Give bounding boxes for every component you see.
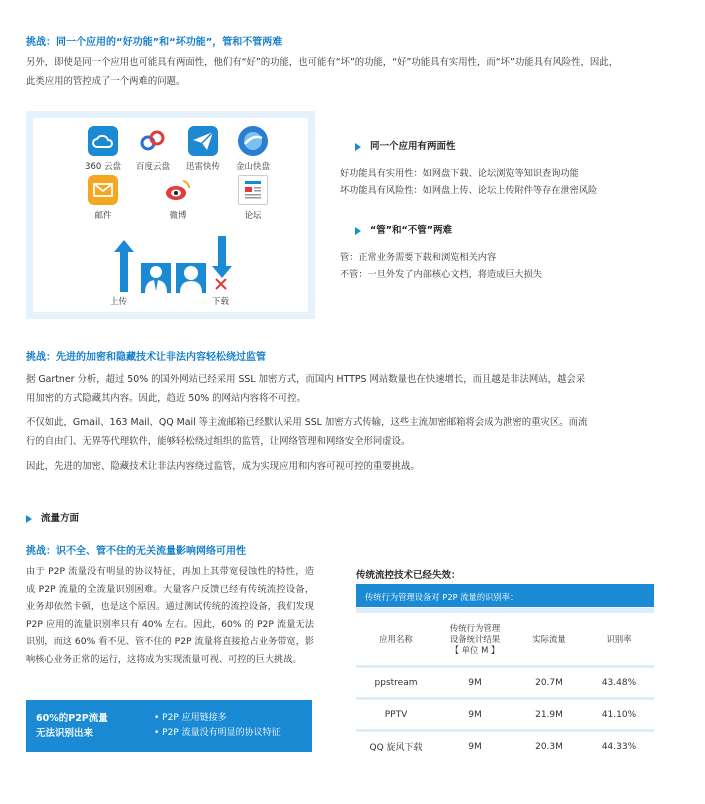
para-line: 不仅如此，Gmail、163 Mail、QQ Mail 等主流邮箱已经默认采用 SSL 加密方式传输，这些主流加密邮箱将会成为泄密的重灾区。而流 <box>26 417 588 428</box>
text-line: 坏功能具有风险性：如网盘上传、论坛上传附件等存在泄密风险 <box>340 185 598 196</box>
para-line: 据 Gartner 分析，超过 50% 的国外网站已经采用 SSL 加密方式，而国内 HTTPS 网站数量也在快速增长，而且越是非法网站，越会采 <box>26 374 586 385</box>
heading-text: “管”和“不管”两难 <box>370 225 452 236</box>
triangle-bullet-icon <box>355 143 361 151</box>
app-weibo <box>153 175 203 221</box>
table-header-row <box>356 613 654 665</box>
section2-paragraph-2 <box>26 413 681 451</box>
header-cell: 传统行为管理 设备统计结果 【 单位 M 】 <box>436 613 514 665</box>
text-line: 好功能具有实用性：如网盘下载、论坛浏览等知识查询功能 <box>340 168 579 179</box>
cell: ppstream <box>356 668 436 697</box>
user-female-icon <box>176 263 206 293</box>
summary-title-line: 60%的P2P流量 <box>36 713 108 724</box>
p2p-summary-box <box>26 700 312 752</box>
app-mail <box>78 175 128 221</box>
header-cell: 应用名称 <box>356 613 436 665</box>
dilemma-heading <box>355 222 452 236</box>
blocked-x-icon <box>214 276 228 295</box>
app-diagram-panel <box>26 111 315 319</box>
table-row <box>356 700 654 729</box>
download-label: 下载 <box>212 297 230 307</box>
text-line: 不管：一旦外发了内部核心文档，将造成巨大损失 <box>340 269 543 280</box>
user-male-icon <box>141 263 171 293</box>
weibo-icon <box>163 175 193 205</box>
cell: QQ 旋风下载 <box>356 732 436 761</box>
para-line: 另外，即使是同一个应用也可能具有两面性，他们有“好”的功能，也可能有“坏”的功能，“好”功能具有实用性，而“坏”功能具有风险性，因此， <box>26 57 618 68</box>
cell: 43.48% <box>584 668 654 697</box>
cell: 21.9M <box>514 700 584 729</box>
summary-bullet: • P2P 流量没有明显的协议特征 <box>154 728 281 738</box>
summary-bullet: • P2P 应用链接多 <box>154 713 227 723</box>
app-label: 百度云盘 <box>135 162 170 172</box>
heading-text: 同一个应用有两面性 <box>370 141 456 152</box>
app-label: 论坛 <box>244 211 262 221</box>
text-line: 管：正常业务需要下载和浏览相关内容 <box>340 252 497 263</box>
paper-plane-icon <box>188 126 218 156</box>
para-line: 此类应用的管控成了一个两难的问题。 <box>26 76 186 87</box>
cell: 44.33% <box>584 732 654 761</box>
app-label: 迅雷快传 <box>185 162 220 172</box>
baidu-cloud-icon <box>138 126 168 156</box>
globe-icon <box>238 126 268 156</box>
summary-bullets <box>154 711 281 741</box>
app-label: 金山快盘 <box>235 162 270 172</box>
table-row <box>356 732 654 761</box>
cell: 20.3M <box>514 732 584 761</box>
traffic-body: 由于 P2P 流量没有明显的协议特征，再加上其带宽侵蚀性的特性，造成 P2P 流量的全流量识别困难。大量客户反馈已经有传统流控设备，业务却依然卡顿，也是这个原因。通过测试传统的流控设备，我们发现 P2P 应用的流量识别率只有 40% 左右。因此，60% 的 P2P 流量无法识别，而这 60% 看不见、管不住的 P2P 流量将直接抢占业务带宽，影响核心业务正常的运行，这将成为实现流量可视、可控的巨大挑战。 <box>26 566 314 665</box>
app-label: 邮件 <box>94 211 112 221</box>
section2-paragraph-1 <box>26 370 681 408</box>
cell: 9M <box>436 668 514 697</box>
cell: PPTV <box>356 700 436 729</box>
app-forum <box>228 175 278 221</box>
cell: 41.10% <box>584 700 654 729</box>
summary-title <box>36 711 108 741</box>
app-baidu-cloud <box>128 126 178 172</box>
cell: 20.7M <box>514 668 584 697</box>
p2p-recognition-table <box>356 610 654 764</box>
mail-icon <box>88 175 118 205</box>
section2-paragraph-3: 因此，先进的加密、隐藏技术让非法内容绕过监管，成为实现应用和内容可视可控的重要挑战。 <box>26 461 420 472</box>
upload-label: 上传 <box>110 297 128 307</box>
two-sided-text <box>340 165 597 199</box>
table-caption: 传统行为管理设备对 P2P 流量的识别率： <box>356 584 654 607</box>
upload-arrow-icon <box>114 240 134 296</box>
dilemma-text <box>340 249 542 283</box>
cloud-icon <box>88 126 118 156</box>
app-360-cloud <box>78 126 128 172</box>
forum-icon <box>238 175 268 205</box>
table-row <box>356 668 654 697</box>
header-cell: 实际流量 <box>514 613 584 665</box>
traffic-heading <box>26 510 79 524</box>
cell: 9M <box>436 732 514 761</box>
para-line: 行的自由门、无界等代理软件，能够轻松绕过组织的监管，让网络管理和网络安全形同虚设。 <box>26 436 411 447</box>
app-label: 微博 <box>169 211 187 221</box>
cell: 9M <box>436 700 514 729</box>
app-label: 360 云盘 <box>85 162 121 172</box>
section1-title: 挑战：同一个应用的“好功能”和“坏功能”，管和不管两难 <box>26 37 283 48</box>
two-sided-heading <box>355 138 456 152</box>
header-cell: 识别率 <box>584 613 654 665</box>
summary-title-line: 无法识别出来 <box>36 728 94 739</box>
traffic-challenge-title: 挑战：识不全、管不住的无关流量影响网络可用性 <box>26 546 246 557</box>
triangle-bullet-icon <box>26 515 32 523</box>
triangle-bullet-icon <box>355 227 361 235</box>
section2-title: 挑战：先进的加密和隐藏技术让非法内容轻松绕过监管 <box>26 352 266 363</box>
section1-paragraph <box>26 53 681 91</box>
para-line: 用加密的方式隐藏其内容。因此，趋近 50% 的网站内容将不可控。 <box>26 393 306 404</box>
heading-text: 流量方面 <box>41 513 80 524</box>
app-xunlei <box>178 126 228 172</box>
table-title: 传统流控技术已经失效： <box>356 570 461 581</box>
app-kingsoft <box>228 126 278 172</box>
